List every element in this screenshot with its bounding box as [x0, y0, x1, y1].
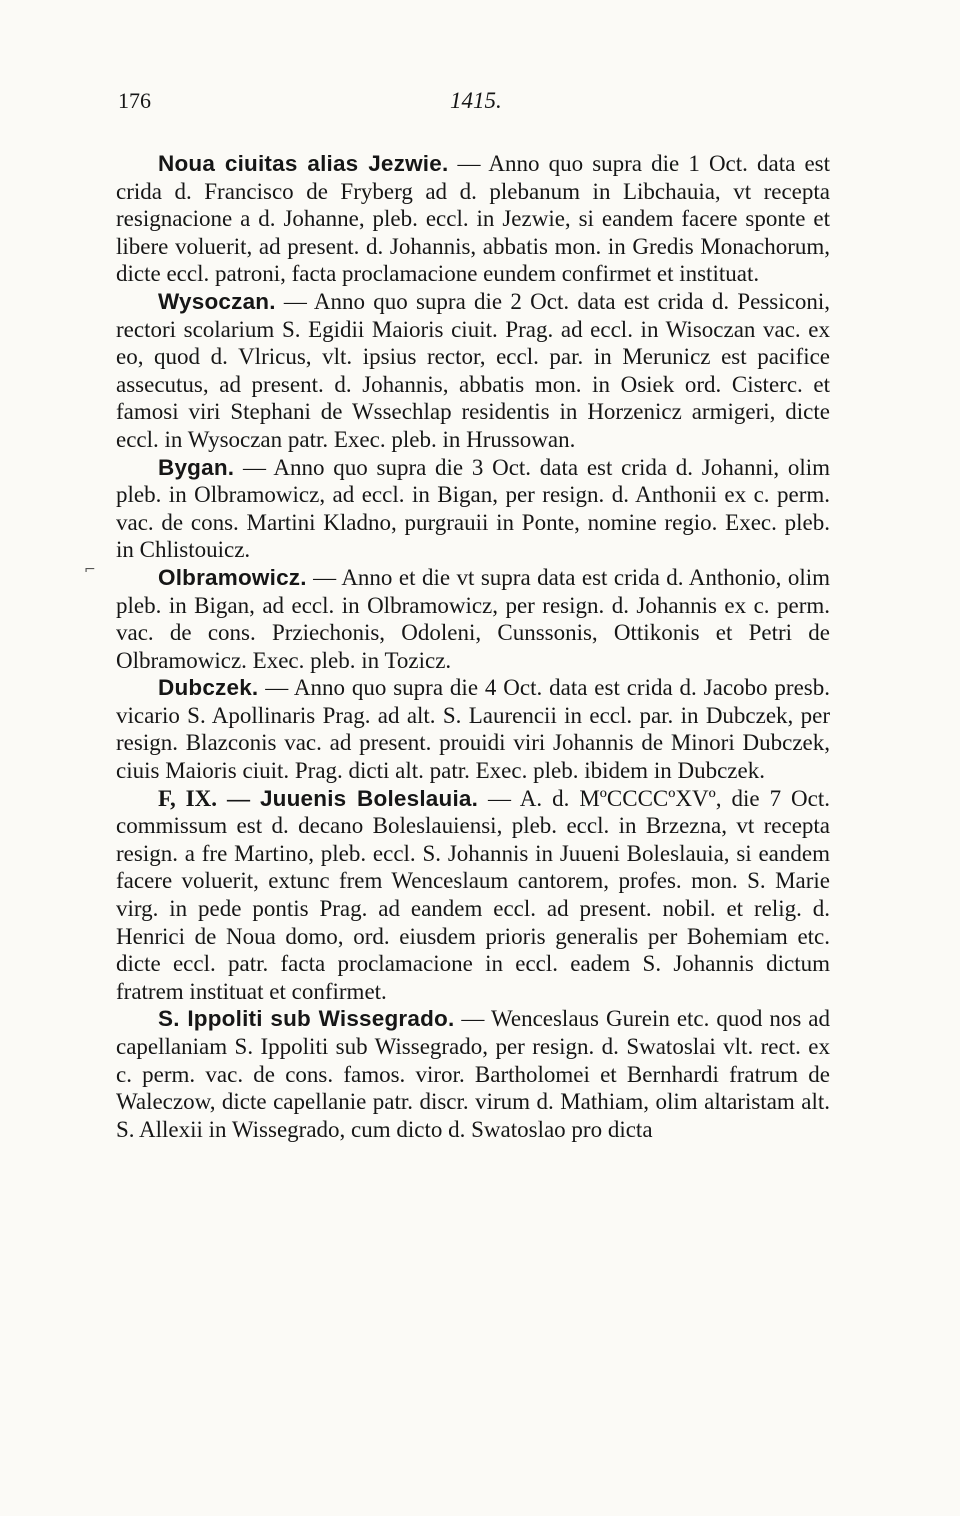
- entry-heading: Wysoczan.: [158, 288, 276, 314]
- entry-heading: Bygan.: [158, 454, 235, 480]
- entry-bygan: [116, 454, 830, 564]
- entry-olbramowicz: [116, 564, 830, 674]
- entry-body: — Anno quo supra die 1 Oct. data est crida d. Francisco de Fryberg ad d. plebanum in Libchauia, vt recepta resignacione a d. Johanne, pleb. eccl. in Jezwie, si eandem facere sponte et libere voluerit, ad present. d. Johannis, abbatis mon. in Gredis Monachorum, dicte eccl. patroni, facta proclamacione eundem confirmet et instituat.: [116, 151, 830, 287]
- entry-heading: Olbramowicz.: [158, 564, 307, 590]
- entry-body: — Anno quo supra die 4 Oct. data est crida d. Jacobo presb. vicario S. Apollinaris Prag. ad alt. S. Laurencii in eccl. par. in Dubczek, per resign. Blazconis vac. ad present. prouidi viri Johannis de Minori Dubczek, ciuis Maioris ciuit. Prag. dicti alt. patr. Exec. pleb. ibidem in Dubczek.: [116, 675, 830, 784]
- entry-heading: Noua ciuitas alias Jezwie.: [158, 151, 449, 176]
- body-text: [116, 150, 830, 1143]
- entry-heading: S. Ippoliti sub Wissegrado.: [158, 1006, 455, 1032]
- entry-juuenis-boleslauia: [116, 785, 830, 1006]
- entry-noua-ciuitas: [116, 150, 830, 288]
- entry-heading: Juuenis Boleslauia.: [259, 785, 479, 811]
- entry-s-ippoliti: [116, 1005, 830, 1143]
- section-marker: F, IX. —: [158, 785, 260, 811]
- margin-mark: ⌐: [84, 562, 96, 578]
- entry-dubczek: [116, 674, 830, 784]
- page-number: 176: [118, 88, 151, 113]
- entry-body: — Anno quo supra die 2 Oct. data est crida d. Pessiconi, rectori scolarium S. Egidii Maioris ciuit. Prag. ad eccl. in Wisoczan vac. ex eo, quod d. Vlricus, vlt. ipsius rector, eccl. par. in Merunicz est pacifice assecutus, ad present. d. Johannis, abbatis mon. in Osiek ord. Cisterc. et famosi viri Stephani de Wssechlap residentis in Horzenicz armigeri, dicte eccl. in Wysoczan patr. Exec. pleb. in Hrussowan.: [116, 288, 830, 452]
- entry-body: — A. d. MºCCCCºXVº, die 7 Oct. commissum est d. decano Boleslauiensi, pleb. eccl. in Brzezna, vt recepta resign. a fre Martino, pleb. eccl. S. Johannis in Juueni Boleslauia, si eandem facere voluerit, extunc frem Wenceslaum cantorem, profes. mon. S. Marie virg. in pede pontis Prag. ad eandem eccl. ad present. nobil. et relig. d. Henrici de Noua domo, ord. eiusdem prioris generalis per Bohemiam etc. dicte eccl. patr. facta proclamacione in eccl. eadem S. Johannis dictum fratrem instituat et confirmet.: [116, 785, 831, 1004]
- entry-heading: Dubczek.: [158, 675, 259, 701]
- entry-body: — Anno et die vt supra data est crida d. Anthonio, olim pleb. in Bigan, ad eccl. in Olbramowicz, per resign. d. Johannis ex c. perm. vac. de cons. Prziechonis, Odoleni, Cunssonis, Ottikonis et Petri de Olbramowicz. Exec. pleb. in Tozicz.: [116, 564, 830, 673]
- entry-body: — Anno quo supra die 3 Oct. data est crida d. Johanni, olim pleb. in Olbramowicz, ad eccl. in Bigan, per resign. d. Anthonii ex c. perm. vac. de cons. Martini Kladno, purgrauii in Ponte, nomine regio. Exec. pleb. in Chlistouicz.: [116, 454, 830, 563]
- running-head-year: 1415.: [450, 88, 502, 113]
- entry-wysoczan: [116, 288, 830, 454]
- running-header: [118, 88, 828, 118]
- entry-body: — Wenceslaus Gurein etc. quod nos ad capellaniam S. Ippoliti sub Wissegrado, per resign. d. Swatoslai vlt. rect. ex c. perm. vac. de cons. famos. viror. Bartholomei et Bernhardi fratrum de Waleczow, dicte capellanie patr. discr. virum d. Mathiam, olim altaristam alt. S. Allexii in Wissegrado, cum dicto d. Swatoslao pro dicta: [116, 1006, 830, 1142]
